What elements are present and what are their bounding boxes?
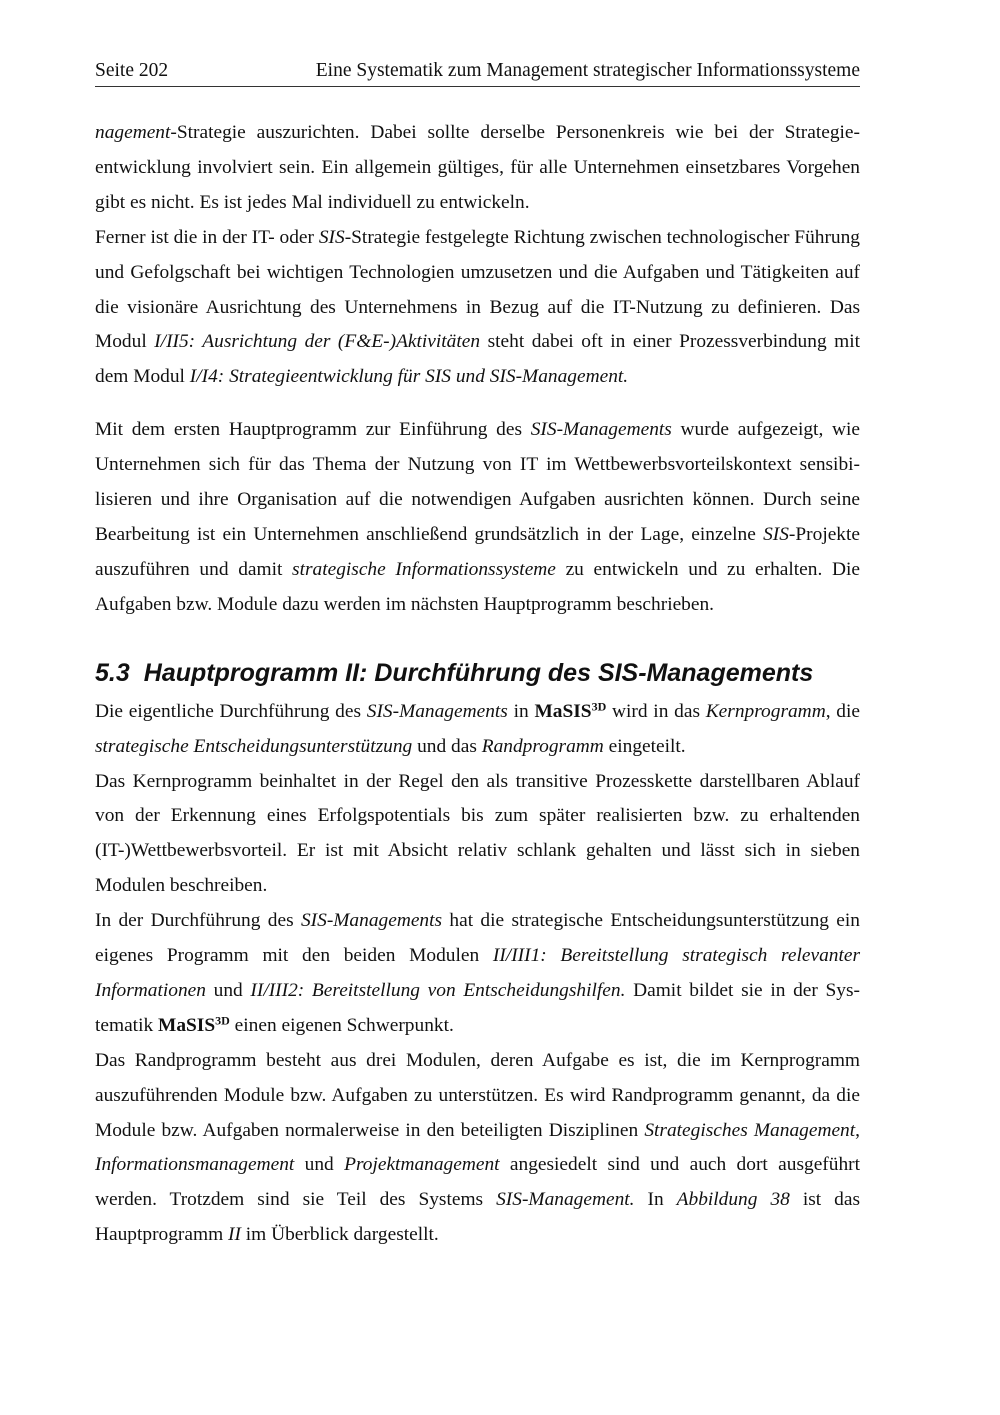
paragraph xyxy=(95,1044,860,1253)
paragraph xyxy=(95,904,860,1044)
section-number: 5.3 xyxy=(95,658,130,687)
text-run: einen eigenen Schwerpunkt. xyxy=(229,1014,454,1036)
italic-term: I/I4: Strategieentwicklung für SIS und SIS-Management. xyxy=(189,366,629,388)
text-run: eingeteilt. xyxy=(603,735,686,757)
italic-term: II/III2: Bereitstellung von Entscheidungshilfen. xyxy=(250,979,626,1001)
italic-term: SIS-Managements xyxy=(366,700,508,722)
text-run: , xyxy=(855,1119,860,1141)
paragraph xyxy=(95,695,860,765)
text-run: , die xyxy=(825,700,860,722)
bold-term: MaSIS xyxy=(158,1014,216,1036)
italic-term: SIS xyxy=(763,523,789,545)
italic-term: Strategisches Management xyxy=(644,1119,856,1141)
paragraph xyxy=(95,116,860,221)
italic-term: Randprogramm xyxy=(481,735,604,757)
italic-term: II/III1: Bereitstellung strategisch relevanter Informationen xyxy=(95,945,860,1001)
text-run: im Überblick dargestellt. xyxy=(240,1224,439,1246)
italic-term: Kernprogramm xyxy=(705,700,826,722)
paragraph xyxy=(95,221,860,396)
italic-term: nagement xyxy=(95,122,171,143)
text-run: -Projekte auszuführen und damit xyxy=(95,523,860,580)
italic-term: Informationsmanagement xyxy=(95,1154,295,1176)
italic-term: Abbildung 38 xyxy=(676,1189,790,1211)
text-run: ist das Hauptprogramm xyxy=(95,1189,861,1246)
text-run: und xyxy=(294,1154,345,1176)
paragraph xyxy=(95,765,860,905)
text-run: Die eigentliche Durchführung des xyxy=(95,700,367,722)
italic-term: strategische Informationssysteme xyxy=(292,558,556,580)
text-run: steht dabei oft in einer Prozessverbindung mit dem Modul xyxy=(95,331,861,388)
text-run: in xyxy=(507,700,535,722)
text-run: hat die strategische Entscheidungsunterstützung ein eigenes Programm mit den beiden Modulen xyxy=(95,910,860,967)
superscript: 3D xyxy=(591,699,607,714)
text-run: Mit dem ersten Hauptprogramm zur Einführung des xyxy=(95,419,531,441)
text-run: Damit bildet sie in der Systematik xyxy=(95,979,861,1036)
text-run: Ferner ist die in der IT- oder xyxy=(95,226,319,248)
text-run: wurde aufgezeigt, wie Unternehmen sich für das Thema der Nutzung von IT im Wettbewerbsvorteilskontext sensibilisieren und ihre Organisation auf die notwendigen Aufgaben ausrichten können. Durch seine Bearbeitung ist ein Unternehmen anschließend grundsätzlich in der Lage, einzelne xyxy=(95,419,860,545)
text-run: Das Randprogramm besteht aus drei Modulen, deren Aufgabe es ist, die im Kernprogramm auszuführenden Module bzw. Aufgaben zu unterstützen. Es wird Randprogramm genannt, da die Module bzw. Aufgaben normalerweise in den beteiligten Disziplinen xyxy=(95,1049,860,1141)
intro-paragraphs xyxy=(95,116,860,623)
bold-term: MaSIS xyxy=(534,700,592,722)
italic-term: SIS-Managements xyxy=(530,419,672,441)
running-header xyxy=(95,58,860,87)
document-page xyxy=(95,58,860,1253)
text-run: wird in das xyxy=(606,700,706,722)
body-text xyxy=(95,116,860,1253)
page-number: Seite 202 xyxy=(95,60,169,81)
running-title: Eine Systematik zum Management strategischer Informationssysteme xyxy=(315,60,860,81)
italic-term: SIS-Managements xyxy=(300,910,443,932)
text-run: In xyxy=(634,1189,677,1211)
superscript: 3D xyxy=(215,1013,230,1028)
text-run: -Strategie festgelegte Richtung zwischen technologischer Führung und Gefolgschaft bei wichtigen Technologien umzusetzen und die Aufgaben und Tätigkeiten auf die visionäre Ausrichtung des Unternehmens in Bezug auf die IT-Nutzung zu definieren. Das Modul xyxy=(95,226,861,353)
text-run: -Strategie auszurichten. Dabei sollte derselbe Personenkreis wie bei der Strategieentwicklung involviert sein. Ein allgemein gültiges, für alle Unternehmen einsetzbares Vorgehen gibt es nicht. Es ist jedes Mal individuell zu entwickeln. xyxy=(95,122,860,213)
text-run: Das Kernprogramm beinhaltet in der Regel den als transitive Prozesskette darstellbaren Ablauf von der Erkennung eines Erfolgspotentials bis zum später realisierten bzw. zu erhaltenden (IT-)Wettbewerbsvorteil. Er ist mit Absicht relativ schlank gehalten und lässt sich in sieben Modulen beschreiben. xyxy=(95,770,860,897)
section-paragraphs xyxy=(95,695,860,1254)
italic-term: strategische Entscheidungsunterstützung xyxy=(95,735,413,757)
text-run: und das xyxy=(412,735,482,757)
text-run: In der Durchführung des xyxy=(95,910,301,932)
text-run: angesiedelt sind und auch dort ausgeführt werden. Trotzdem sind sie Teil des Systems xyxy=(95,1154,860,1211)
italic-term: II xyxy=(228,1224,241,1246)
text-run: zu entwickeln und zu erhalten. Die Aufgaben bzw. Module dazu werden im nächsten Hauptprogramm beschrieben. xyxy=(95,558,860,615)
italic-term: SIS xyxy=(318,226,345,248)
section-title: Hauptprogramm II: Durchführung des SIS-Managements xyxy=(143,658,814,687)
italic-term: SIS-Management. xyxy=(496,1189,635,1211)
italic-term: Projektmanagement xyxy=(344,1154,500,1176)
section-heading xyxy=(95,656,860,690)
italic-term: I/II5: Ausrichtung der (F&E-)Aktivitäten xyxy=(154,331,481,353)
text-run: und xyxy=(205,979,251,1001)
paragraph xyxy=(95,413,860,622)
